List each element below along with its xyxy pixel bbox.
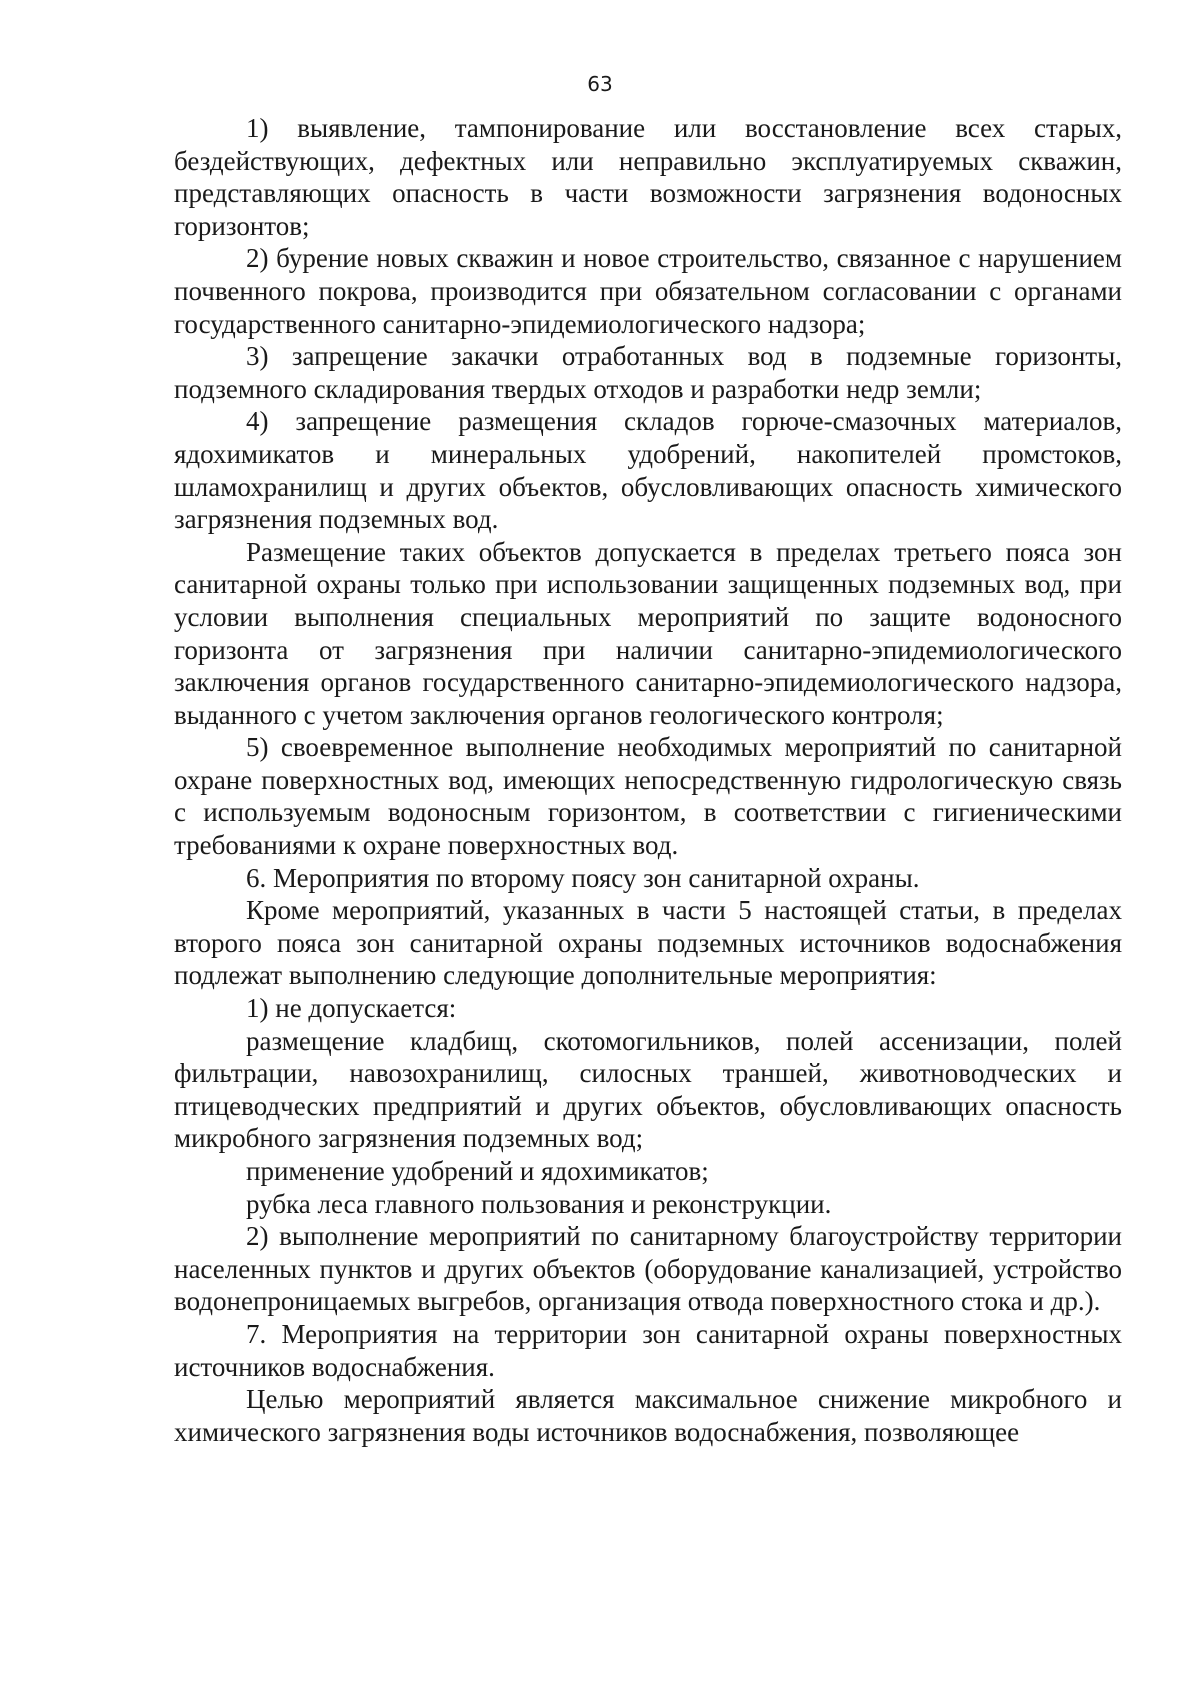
paragraph-4: 4) запрещение размещения складов горюче-смазочных материалов, ядохимикатов и минеральных удобрений, накопителей промстоков, шламохранилищ и других объектов, обусловливающих опасность химического загрязнения подземных вод. xyxy=(174,406,1122,535)
paragraph-6: 5) своевременное выполнение необходимых мероприятий по санитарной охране поверхностных вод, имеющих непосредственную гидрологическую связь с используемым водоносным горизонтом, в соответствии с гигиеническими требованиями к охране поверхностных вод. xyxy=(174,732,1122,861)
paragraph-7: 6. Мероприятия по второму поясу зон санитарной охраны. xyxy=(246,862,920,893)
paragraph-12: рубка леса главного пользования и реконструкции. xyxy=(246,1188,832,1219)
document-body xyxy=(174,112,1122,1448)
paragraph-15: Целью мероприятий является максимальное снижение микробного и химического загрязнения воды источников водоснабжения, позволяющее xyxy=(174,1384,1122,1447)
paragraph-13: 2) выполнение мероприятий по санитарному благоустройству территории населенных пунктов и других объектов (оборудование канализацией, устройство водонепроницаемых выгребов, организация отвода поверхностного стока и др.). xyxy=(174,1221,1122,1317)
paragraph-9: 1) не допускается: xyxy=(246,993,457,1024)
paragraph-8: Кроме мероприятий, указанных в части 5 настоящей статьи, в пределах второго пояса зон санитарной охраны подземных источников водоснабжения подлежат выполнению следующие дополнительные мероприятия: xyxy=(174,895,1122,991)
paragraph-10: размещение кладбищ, скотомогильников, полей ассенизации, полей фильтрации, навозохранилищ, силосных траншей, животноводческих и птицеводческих предприятий и других объектов, обусловливающих опасность микробного загрязнения подземных вод; xyxy=(174,1025,1122,1154)
paragraph-3: 3) запрещение закачки отработанных вод в подземные горизонты, подземного складирования твердых отходов и разработки недр земли; xyxy=(174,341,1122,404)
paragraph-14: 7. Мероприятия на территории зон санитарной охраны поверхностных источников водоснабжения. xyxy=(174,1318,1122,1382)
paragraph-2: 2) бурение новых скважин и новое строительство, связанное с нарушением почвенного покрова, производится при обязательном согласовании с органами государственного санитарно-эпидемиологического надзора; xyxy=(174,243,1122,339)
paragraph-1: 1) выявление, тампонирование или восстановление всех старых, бездействующих, дефектных или неправильно эксплуатируемых скважин, представляющих опасность в части возможности загрязнения водоносных горизонтов; xyxy=(174,113,1122,241)
paragraph-11: применение удобрений и ядохимикатов; xyxy=(246,1156,709,1186)
paragraph-5: Размещение таких объектов допускается в пределах третьего пояса зон санитарной охраны только при использовании защищенных подземных вод, при условии выполнения специальных мероприятий по защите водоносного горизонта от загрязнения при наличии санитарно-эпидемиологического заключения органов государственного санитарно-эпидемиологического надзора, выданного с учетом заключения органов геологического контроля; xyxy=(174,536,1122,730)
page-number: 63 xyxy=(587,72,613,96)
